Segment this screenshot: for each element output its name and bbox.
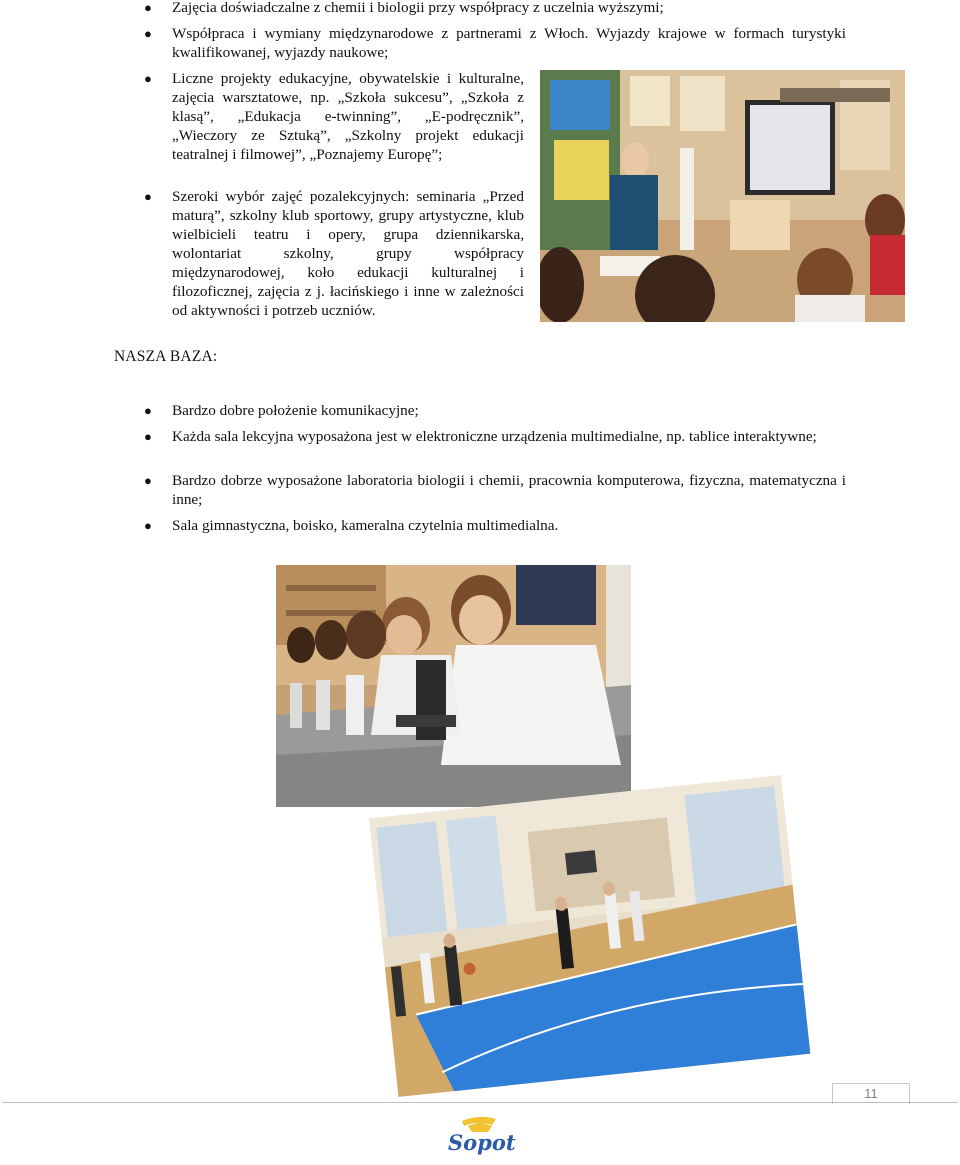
list-item: ● Bardzo dobrze wyposażone laboratoria biologii i chemii, pracownia komputerowa, fizyczna, matematyczna i inne; — [144, 472, 846, 508]
list-item: ● Zajęcia doświadczalne z chemii i biologii przy współpracy z uczelnia wyższymi; — [144, 0, 664, 16]
sopot-logo — [444, 1112, 516, 1160]
svg-text:Sopot: Sopot — [448, 1130, 516, 1155]
footer-divider — [2, 1102, 958, 1103]
bullet-icon: ● — [144, 403, 152, 418]
list-item: ● Każda sala lekcyjna wyposażona jest w elektroniczne urządzenia multimedialne, np. tablice interaktywne; — [144, 428, 817, 445]
page-number: 11 — [864, 1086, 878, 1101]
list-item: ● Liczne projekty edukacyjne, obywatelskie i kulturalne, zajęcia warsztatowe, np. „Szkoła sukcesu”, „Szkoła z klasą”, „Edukacja e-twinning”, „E-podręcznik”, „Wieczory ze Sztuką”, „Szkolny projekt edukacji teatralnej i filmowej”, „Poznajemy Europę”; — [144, 70, 524, 163]
bullet-icon: ● — [144, 518, 152, 533]
bullet-icon: ● — [144, 429, 152, 444]
bullet-icon: ● — [144, 473, 152, 488]
gymnasium-photo — [368, 756, 812, 1102]
list-item: ● Bardzo dobre położenie komunikacyjne; — [144, 402, 419, 419]
bullet-icon: ● — [144, 189, 152, 204]
bullet-icon: ● — [144, 0, 152, 15]
list-item: ● Sala gimnastyczna, boisko, kameralna czytelnia multimedialna. — [144, 517, 559, 534]
list-item: ● Szeroki wybór zajęć pozalekcyjnych: seminaria „Przed maturą”, szkolny klub sportowy, grupy artystyczne, klub wielbicieli teatru i opery, grupa dziennikarska, wolontariat szkolny, grupy współpracy międzynarodowej, koło edukacji kulturalnej i filozoficznej, zajęcia z j. łacińskiego i inne w zależności od aktywności i potrzeb uczniów. — [144, 188, 524, 319]
section-heading: NASZA BAZA: — [114, 348, 218, 365]
list-item: ● Współpraca i wymiany międzynarodowe z partnerami z Włoch. Wyjazdy krajowe w formach turystyki kwalifikowanej, wyjazdy naukowe; — [144, 25, 846, 61]
bullet-icon: ● — [144, 71, 152, 86]
bullet-icon: ● — [144, 26, 152, 41]
classroom-photo — [540, 70, 905, 322]
